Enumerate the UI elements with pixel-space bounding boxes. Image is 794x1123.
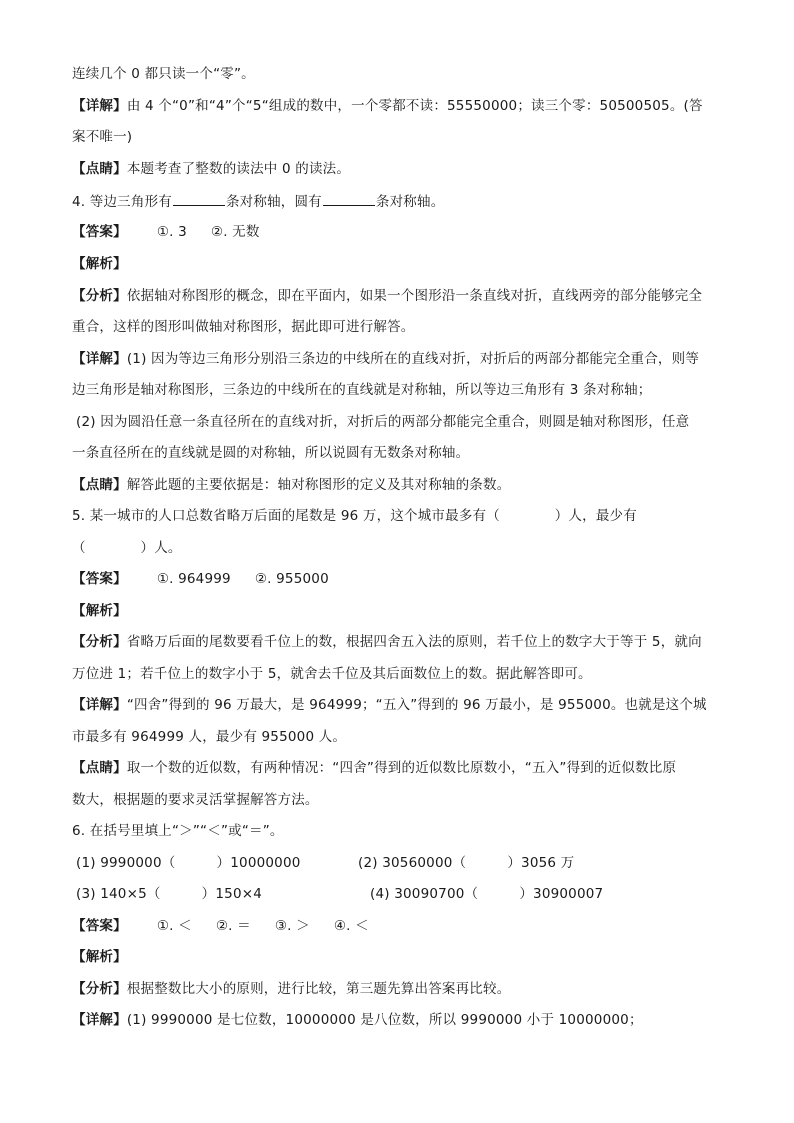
detail-tag: 【详解】 (72, 98, 127, 114)
detail-line (72, 349, 699, 369)
comment-tag: 【点睛】 (72, 161, 127, 177)
detail-text: 由 4 个“0”和“4”个“5“组成的数中，一个零都不读：55550000；读三个零：50500505。(答 (126, 98, 703, 114)
fenxi-line (72, 286, 702, 306)
question-5: 5. 某一城市的人口总数省略万后面的尾数是 96 万，这个城市最多有（ ）人，最少有 (72, 508, 637, 524)
fenxi-tag: 【分析】 (72, 288, 127, 304)
detail-line (72, 695, 707, 715)
text-line: 案不唯一) (72, 129, 133, 145)
detail-tag: 【详解】 (72, 1012, 127, 1028)
analysis-tag: 【解析】 (72, 256, 127, 272)
fenxi-tag: 【分析】 (72, 981, 127, 997)
question-6-part-2: (2) 30560000（ ）3056 万 (358, 855, 575, 871)
detail-text: “四舍”得到的 96 万最大，是 964999；“五入”得到的 96 万最小，是 955000。也就是这个城 (126, 697, 707, 713)
detail-text: (1) 因为等边三角形分别沿三条边的中线所在的直线对折，对折后的两部分都能完全重合，则等 (126, 351, 700, 367)
answer-blank[interactable] (323, 191, 375, 206)
comment-tag: 【点睛】 (72, 760, 127, 776)
text-line: 市最多有 964999 人，最少有 955000 人。 (72, 729, 347, 745)
answer-1: ①. ＜ (156, 918, 192, 934)
detail-tag: 【详解】 (72, 697, 127, 713)
comment-text: 本题考查了整数的读法中 0 的读法。 (126, 161, 351, 177)
answer-tag: 【答案】 (72, 224, 127, 240)
answer-2: ②. 无数 (210, 224, 260, 240)
fenxi-tag: 【分析】 (72, 634, 127, 650)
answer-tag: 【答案】 (72, 918, 127, 934)
detail-line (72, 1010, 643, 1030)
fenxi-line (72, 632, 702, 652)
question-6: 6. 在括号里填上“＞”“＜”或“＝”。 (72, 823, 284, 839)
analysis-tag: 【解析】 (72, 603, 127, 619)
question-text: 条对称轴，圆有 (225, 194, 322, 210)
detail-text: (1) 9990000 是七位数，10000000 是八位数，所以 9990000 小于 10000000； (126, 1012, 643, 1028)
comment-tag: 【点睛】 (72, 477, 127, 493)
text-line: 边三角形是轴对称图形，三条边的中线所在的直线就是对称轴，所以等边三角形有 3 条对称轴； (72, 382, 652, 398)
fenxi-text: 省略万后面的尾数要看千位上的数，根据四舍五入法的原则，若千位上的数字大于等于 5，就向 (126, 634, 702, 650)
answer-1: ①. 964999 (156, 571, 231, 587)
text-line: (2) 因为圆沿任意一条直径所在的直线对折，对折后的两部分都能完全重合，则圆是轴对称图形，任意 (76, 414, 690, 430)
text-line: 万位进 1；若千位上的数字小于 5，就舍去千位及其后面数位上的数。据此解答即可。 (72, 666, 592, 682)
question-6-part-3: (3) 140×5（ ）150×4 (76, 886, 263, 902)
answer-1: ①. 3 (156, 224, 187, 240)
answer-4: ④. ＜ (333, 918, 369, 934)
question-text: 4. 等边三角形有 (72, 194, 172, 210)
fenxi-text: 根据整数比大小的原则，进行比较，第三题先算出答案再比较。 (126, 981, 511, 997)
text-line: 一条直径所在的直线就是圆的对称轴，所以说圆有无数条对称轴。 (72, 445, 470, 461)
fenxi-text: 依据轴对称图形的概念，即在平面内，如果一个图形沿一条直线对折，直线两旁的部分能够完全 (126, 288, 703, 304)
answer-2: ②. 955000 (254, 571, 329, 587)
detail-tag: 【详解】 (72, 351, 127, 367)
comment-text: 取一个数的近似数，有两种情况：“四舍”得到的近似数比原数小，“五入”得到的近似数比原 (126, 760, 677, 776)
answer-3: ③. ＞ (274, 918, 310, 934)
analysis-tag: 【解析】 (72, 949, 127, 965)
comment-line (72, 475, 510, 495)
text-line: 重合，这样的图形叫做轴对称图形，据此即可进行解答。 (72, 319, 415, 335)
text-line: 数大，根据题的要求灵活掌握解答方法。 (72, 792, 319, 808)
answer-2: ②. ＝ (215, 918, 251, 934)
question-4 (72, 191, 444, 212)
answer-line (72, 916, 369, 936)
question-6-part-4: (4) 30090700（ ）30900007 (370, 886, 604, 902)
text-line: 连续几个 0 都只读一个“零”。 (72, 66, 255, 82)
comment-text: 解答此题的主要依据是：轴对称图形的定义及其对称轴的条数。 (126, 477, 511, 493)
answer-blank[interactable] (173, 191, 225, 206)
question-6-part-1: (1) 9990000（ ）10000000 (76, 855, 301, 871)
answer-line (72, 569, 329, 589)
comment-line (72, 159, 350, 179)
fenxi-line (72, 979, 510, 999)
comment-line (72, 758, 676, 778)
answer-tag: 【答案】 (72, 571, 127, 587)
answer-line (72, 222, 260, 242)
text-line: （ ）人。 (72, 540, 182, 556)
question-text: 条对称轴。 (375, 194, 445, 210)
detail-line (72, 96, 703, 116)
